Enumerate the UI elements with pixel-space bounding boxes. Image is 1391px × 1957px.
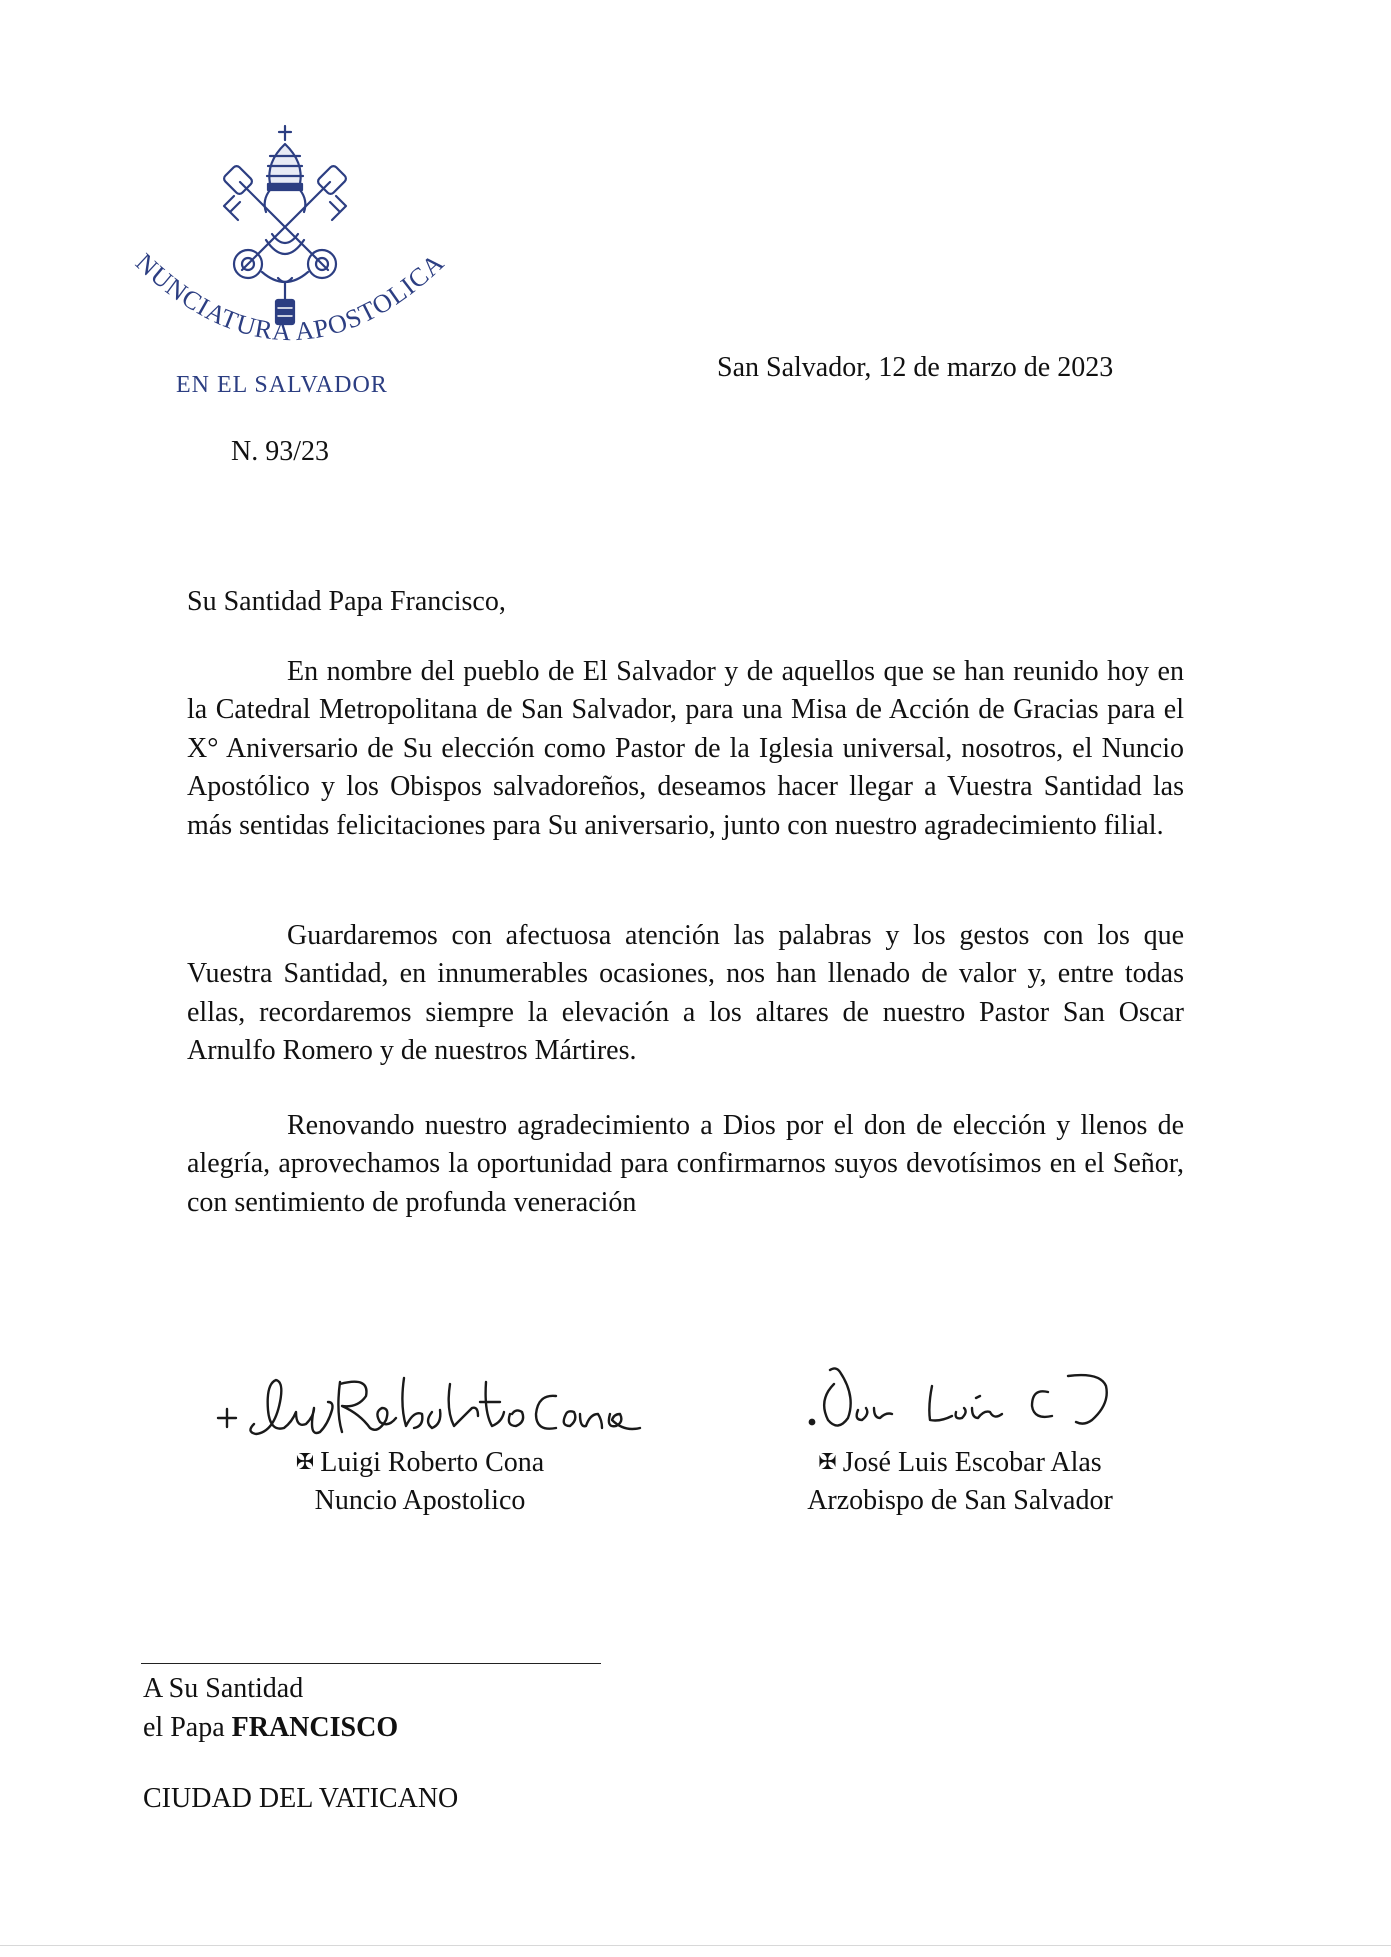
addressee-name: FRANCISCO xyxy=(231,1711,399,1743)
signatory-block-archbishop xyxy=(770,1443,1150,1520)
addressee-block xyxy=(143,1670,398,1747)
addressee-divider xyxy=(141,1663,601,1664)
signatory-name: Luigi Roberto Cona xyxy=(320,1447,545,1478)
addressee-line2: el Papa FRANCISCO xyxy=(143,1711,399,1743)
letterhead-seat: EN EL SALVADOR xyxy=(176,372,388,398)
svg-text:NUNCIATURA APOSTOLICA xyxy=(130,248,450,347)
date-line: San Salvador, 12 de marzo de 2023 xyxy=(717,352,1114,383)
maltese-cross-icon: ✠ xyxy=(818,1449,837,1474)
body-paragraph: Renovando nuestro agradecimiento a Dios por el don de elección y llenos de alegría, aprovechamos la oportunidad para confirmarnos suyos devotísimos en el Señor, con sentimiento de profunda veneración xyxy=(187,1110,1184,1218)
protocol-number: N. 93/23 xyxy=(231,436,329,467)
body-paragraph: Guardaremos con afectuosa atención las palabras y los gestos con los que Vuestra Santidad, en innumerables ocasiones, nos han llenado de valor y, entre todas ellas, recordaremos siempre la elevación a los altares de nuestro Pastor San Oscar Arnulfo Romero y de nuestros Mártires. xyxy=(187,920,1184,1067)
addressee-city: CIUDAD DEL VATICANO xyxy=(143,1783,459,1814)
signatory-title: Arzobispo de San Salvador xyxy=(807,1485,1113,1516)
signatory-title: Nuncio Apostolico xyxy=(314,1485,526,1516)
body-paragraph: En nombre del pueblo de El Salvador y de aquellos que se han reunido hoy en la Catedral Metropolitana de San Salvador, para una Misa de Acción de Gracias para el X° Aniversario de Su elección como Pastor de la Iglesia universal, nosotros, el Nuncio Apostólico y los Obispos salvadoreños, deseamos hacer llegar a Vuestra Santidad las más sentidas felicitaciones para Su aniversario, junto con nuestro agradecimiento filial. xyxy=(187,656,1184,841)
scan-edge xyxy=(0,1945,1391,1946)
signatory-block-nuncio xyxy=(240,1443,600,1520)
addressee-line1: A Su Santidad xyxy=(143,1673,304,1704)
salutation: Su Santidad Papa Francisco, xyxy=(187,586,506,617)
arc-text-label: NUNCIATURA APOSTOLICA xyxy=(130,247,450,347)
maltese-cross-icon: ✠ xyxy=(295,1449,315,1474)
handwritten-signature-archbishop xyxy=(800,1356,1160,1446)
handwritten-signature-nuncio xyxy=(210,1362,680,1452)
signatory-name: José Luis Escobar Alas xyxy=(842,1447,1102,1478)
letterhead-arc-text xyxy=(100,240,480,380)
